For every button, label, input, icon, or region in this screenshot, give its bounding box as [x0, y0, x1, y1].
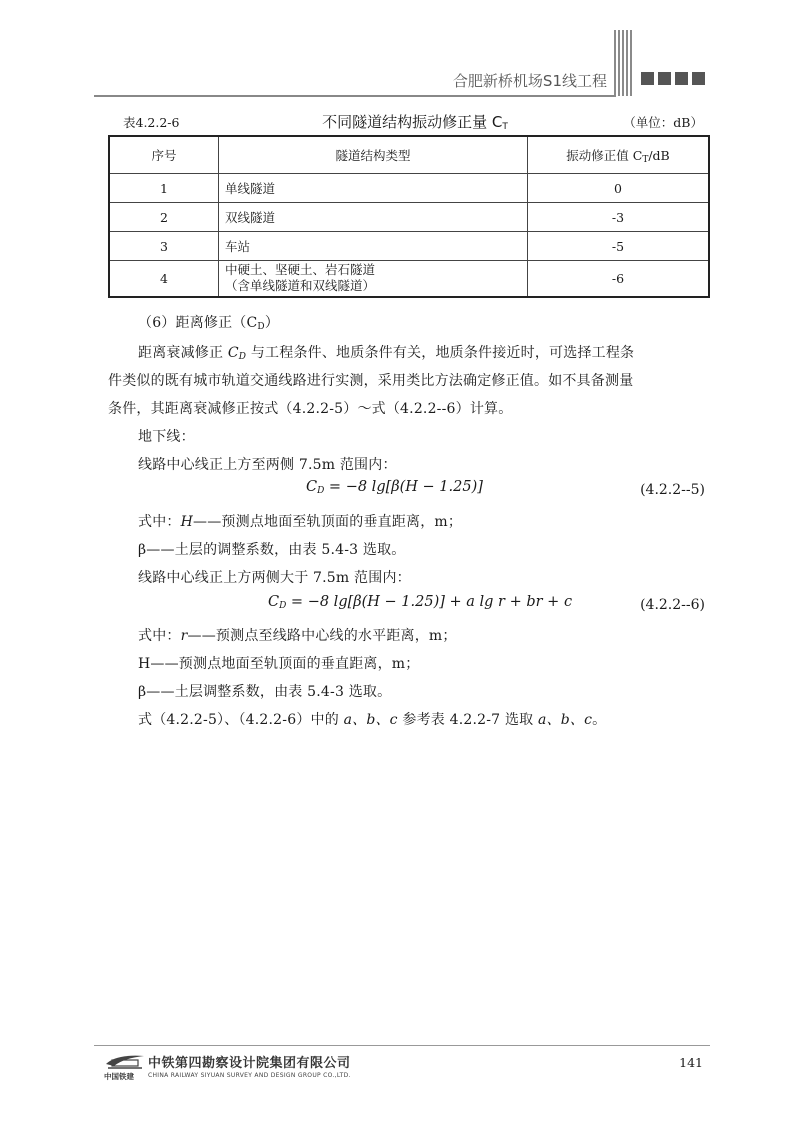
where-text-1: 式中：H——预测点地面至轨顶面的垂直距离，m； — [138, 514, 463, 530]
table-row: 3 车站 -5 — [109, 232, 709, 261]
vibration-correction-table — [108, 135, 710, 298]
paragraph-line: 件类似的既有城市轨道交通线路进行实测，采用类比方法确定修正值。如不具备测量 — [108, 373, 634, 389]
section-heading: （6）距离修正$(C_D)$ — [138, 315, 280, 332]
logo-label: 中国铁建 — [104, 1072, 134, 1081]
paragraph-line: 条件，其距离衰减修正按式（4.2.2-5）～式（4.2.2--6）计算。 — [108, 401, 513, 417]
col-header-value: 振动修正值 $C_T/dB$ — [528, 136, 710, 174]
company-name-cn: 中铁第四勘察设计院集团有限公司 — [148, 1056, 351, 1071]
formula-number-5: (4.2.2--5) — [640, 482, 705, 498]
table-row: 1 单线隧道 0 — [109, 174, 709, 203]
header-squares-decor — [641, 70, 709, 89]
range-text-1: 线路中心线正上方至两侧 7.5m 范围内： — [138, 457, 397, 473]
paragraph-line: 距离衰减修正 $C_D$ 与工程条件、地质条件有关，地质条件接近时，可选择工程条 — [138, 345, 635, 362]
col-header-type: 隧道结构类型 — [219, 136, 528, 174]
table-unit: （单位：dB） — [623, 115, 703, 130]
header-rule — [94, 95, 616, 97]
header-decor-bars — [614, 30, 632, 96]
formula-4-2-2-5: $C_D = -8$ lg[β(H − 1.25)] — [306, 479, 483, 496]
formula-number-6: (4.2.2--6) — [640, 597, 705, 613]
beta-text-2: β——土层调整系数，由表 5.4-3 选取。 — [138, 684, 392, 700]
footer-rule — [94, 1045, 710, 1046]
underground-label: 地下线： — [138, 429, 195, 445]
company-name-en: CHINA RAILWAY SIYUAN SURVEY AND DESIGN GROUP CO.,LTD. — [148, 1072, 351, 1079]
table-header-row — [109, 136, 709, 174]
where-text-2: 式中：r——预测点至线路中心线的水平距离，m； — [138, 628, 457, 644]
formula-4-2-2-6: $C_D = -8$ lg[β(H − 1.25)] + a lg r + br + c — [268, 594, 573, 611]
header-title: 合肥新桥机场S1线工程 — [452, 72, 607, 90]
table-number: 表4.2.2-6 — [123, 115, 180, 130]
reference-text: 式（4.2.2-5）、（4.2.2-6）中的 a、b、c 参考表 4.2.2-7 选取 a、b、c。 — [138, 712, 607, 728]
h-definition: H——预测点地面至轨顶面的垂直距离，m； — [138, 656, 420, 672]
page-number: 141 — [679, 1055, 703, 1070]
beta-text-1: β——土层的调整系数，由表 5.4-3 选取。 — [138, 542, 406, 558]
col-header-no: 序号 — [109, 136, 219, 174]
company-logo-icon — [104, 1052, 146, 1070]
range-text-2: 线路中心线正上方两侧大于 7.5m 范围内： — [138, 570, 411, 586]
table-title: 不同隧道结构振动修正量 $C_T$ — [322, 113, 508, 132]
table-row: 4 中硬土、坚硬土、岩石隧道 （含单线隧道和双线隧道） -6 — [109, 261, 709, 297]
table-row: 2 双线隧道 -3 — [109, 203, 709, 232]
